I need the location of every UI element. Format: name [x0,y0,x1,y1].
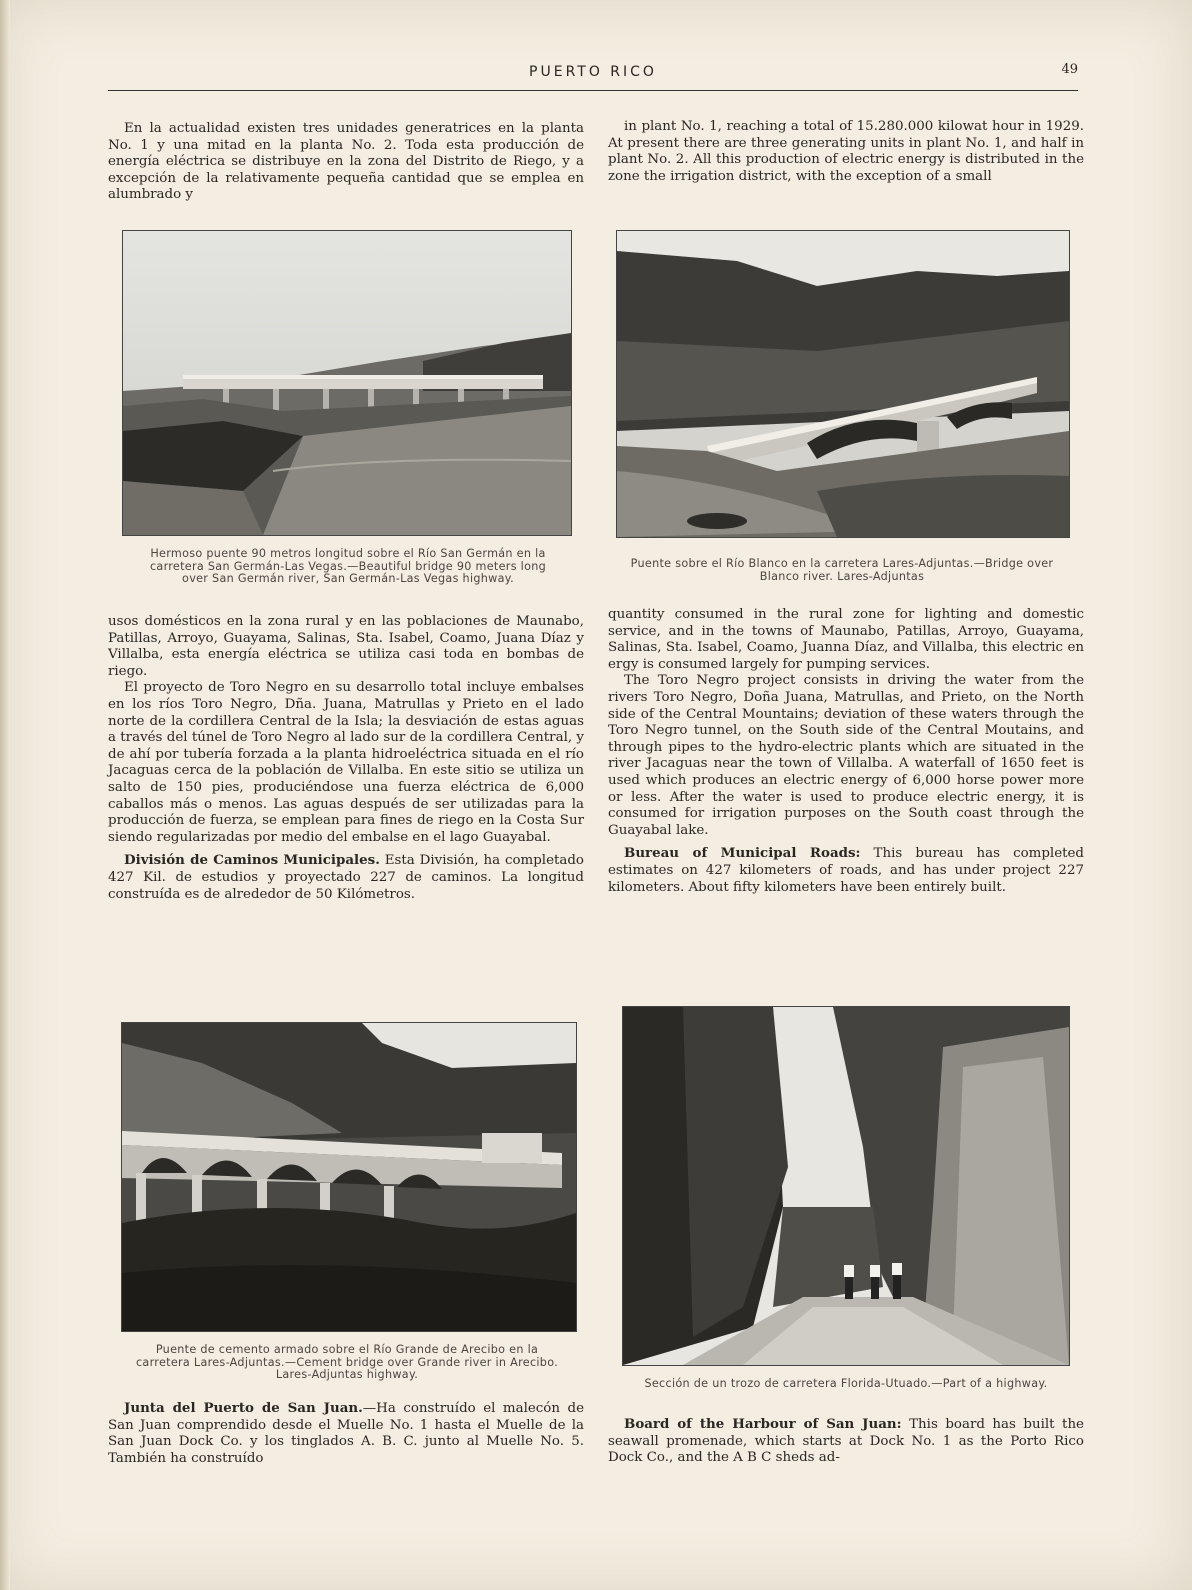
junta-puerto-heading: Junta del Puerto de San Juan. [124,1400,363,1416]
top-english-text: in plant No. 1, reaching a total of 15.280.000 kilowat hour in 1929. At present there are three generating units in plant No. 1, and half in plant No. 2. All this production of electric energy is distributed in the zone the irrigation district, with the exception of a small [608,119,1084,184]
division-caminos-body: Esta División, ha completado 427 Kil. de estudios y proyectado 227 de caminos. La longitud construída es de alrededor de 50 Kilómetros. [108,853,584,902]
page-edge [0,0,10,1590]
header-rule [108,90,1078,91]
municipal-roads-heading: Bureau of Municipal Roads: [624,845,861,862]
harbour-board-body: This board has built the seawall promenade, which starts at Dock No. 1 as the Porto Rico Dock Co., and the A B C sheds ad- [608,1417,1084,1466]
photo-san-german-bridge [122,230,572,536]
middle-spanish-p3 [108,852,584,903]
middle-english-column [608,607,1084,896]
top-spanish-paragraph [108,121,584,204]
caption-photo-4: Sección de un trozo de carretera Florida-Utuado.—Part of a highway. [644,1377,1048,1390]
bottom-spanish-text [108,1400,584,1467]
middle-spanish-p2: El proyecto de Toro Negro en su desarrollo total incluye embalses en los ríos Toro Negro, Dña. Juana, Matrullas y Prieto en el lado norte de la cordillera Central de la Isla; la desviación de estas aguas a través del túnel de Toro Negro al lado sur de la cordillera Central, y de ahí por tubería forzada a la planta hidroeléctrica situada en el río Jacaguas cerca de la población de Villalba. En este sitio se utiliza un salto de 150 pies, produciéndose una fuerza eléctrica de 6,000 caballos más o menos. Las aguas después de ser utilizadas para la producción de fuerza, se emplean para fines de riego en la Costa Sur siendo regularizadas por medio del embalse en el lago Guayabal. [108,680,584,845]
middle-english-p1: quantity consumed in the rural zone for lighting and domestic service, and in the towns of Maunabo, Patillas, Arroyo, Guayama, Salinas, Sta. Isabel, Coamo, Juanna Díaz, and Villalba, this electric en ergy is consumed largely for pumping services. [608,607,1084,672]
bottom-english-paragraph [608,1416,1084,1467]
junta-puerto-body: —Ha construído el malecón de San Juan comprendido desde el Muelle No. 1 hasta el Muelle de la San Juan Dock Co. y los tinglados A. B. C. junto al Muelle No. 5. También ha construído [108,1401,584,1466]
page-header [108,62,1078,92]
bottom-english-text [608,1416,1084,1467]
top-spanish-text: En la actualidad existen tres unidades generatrices en la planta No. 1 y una mitad en la planta No. 2. Toda esta producción de energía eléctrica se distribuye en la zona del Distrito de Riego, y a excepción de la relativamente pequeña cantidad que se emplea en alumbrado y [108,121,584,203]
caption-photo-1: Hermoso puente 90 metros longitud sobre el Río San Germán en la carretera San Germán-Las Vegas.—Beautiful bridge 90 meters long over San Germán river, San Germán-Las Vegas highway. [149,547,547,586]
middle-spanish-p1: usos domésticos en la zona rural y en las poblaciones de Maunabo, Patillas, Arroyo, Guayama, Salinas, Sta. Isabel, Coamo, Juana Díaz y Villalba, esta energía eléctrica se utiliza casi toda en bombas de riego. [108,614,584,679]
running-title: PUERTO RICO [529,64,657,80]
middle-english-p3 [608,845,1084,896]
division-caminos-heading: División de Caminos Municipales. [124,852,380,869]
photo-blanco-river-bridge [616,230,1070,538]
middle-english-p2: The Toro Negro project consists in driving the water from the rivers Toro Negro, Doña Juana, Matrullas, and Prieto, on the North side of the Central Mountains; deviation of these waters through the Toro Negro tunnel, on the South side of the Central Moutains, and through pipes to the hydro-electric plants which are situated in the river Jacaguas near the town of Villalba. A waterfall of 1650 feet is used which produces an electric energy of 6,000 horse power more or less. After the water is used to produce electric energy, it is consumed for irrigation purposes on the South coast through the Guayabal lake. [608,673,1084,838]
middle-spanish-column [108,614,584,903]
caption-photo-3: Puente de cemento armado sobre el Río Grande de Arecibo en la carretera Lares-Adjuntas.—Cement bridge over Grande river in Arecibo. Lares-Adjuntas highway. [135,1343,559,1382]
caption-photo-2: Puente sobre el Río Blanco en la carretera Lares-Adjuntas.—Bridge over Blanco river. Lares-Adjuntas [630,557,1054,583]
page-number: 49 [1061,62,1078,77]
photo-arecibo-bridge [121,1022,577,1332]
harbour-board-heading: Board of the Harbour of San Juan: [624,1416,902,1432]
photo-florida-utuado-road [622,1006,1070,1366]
top-english-paragraph [608,119,1084,185]
municipal-roads-body: This bureau has completed estimates on 427 kilometers of roads, and has under project 227 kilometers. About fifty kilometers have been entirely built. [608,846,1084,895]
bottom-spanish-paragraph [108,1400,584,1467]
